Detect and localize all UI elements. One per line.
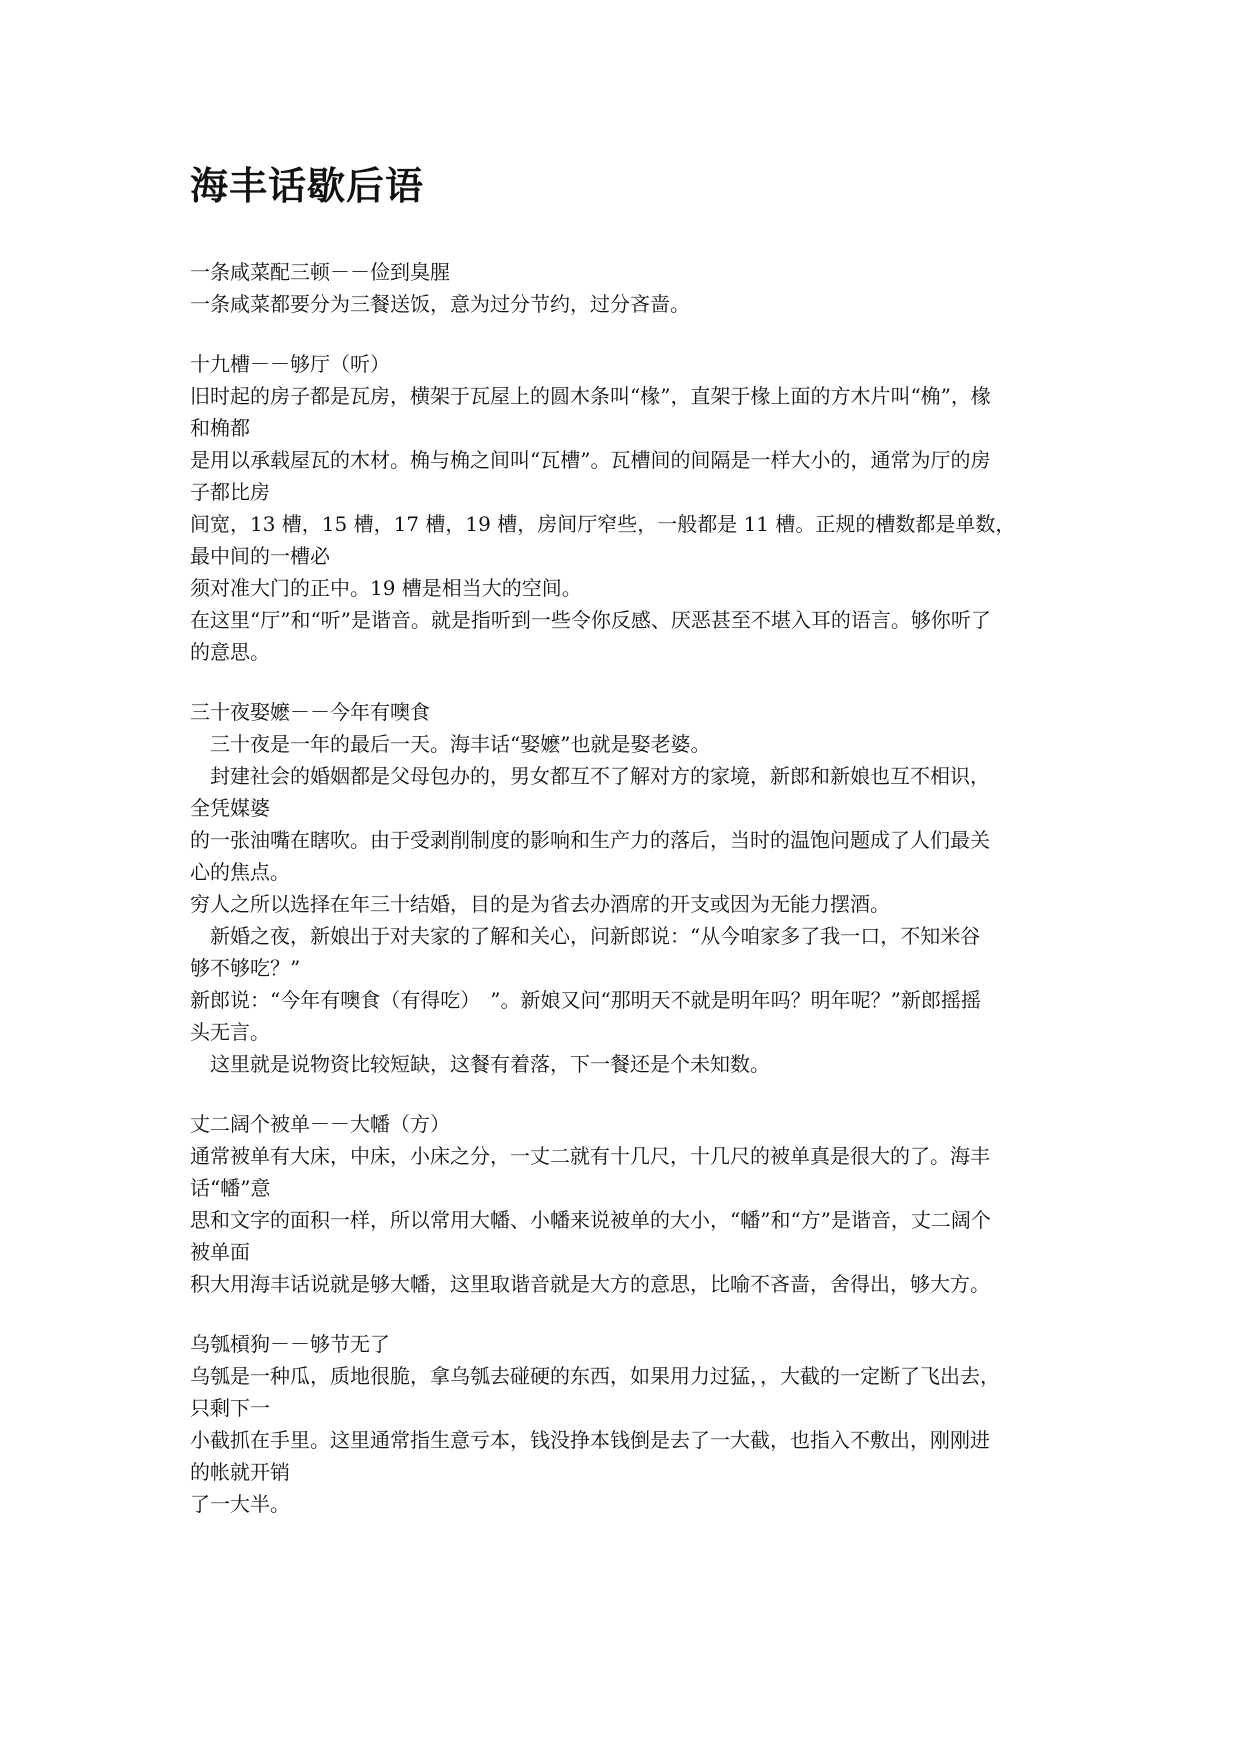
proverb-text-line: 新郎说：“今年有噢食（有得吃） ”。新娘又问“那明天不就是明年吗？明年呢？”新郎摇摇 (190, 988, 981, 1012)
proverb-entry (190, 1328, 1070, 1520)
entries-list (190, 256, 1070, 1520)
proverb-text-line: 小截抓在手里。这里通常指生意亏本，钱没挣本钱倒是去了一大截，也指入不敷出，刚刚进 (190, 1428, 990, 1452)
proverb-text-line: 了一大半。 (190, 1492, 290, 1516)
proverb-text-line: 间宽，13 槽，15 槽，17 槽，19 槽，房间厅窄些，一般都是 11 槽。正规的槽数都是单数， (190, 512, 1016, 536)
proverb-text-line: 被单面 (190, 1240, 250, 1264)
proverb-text-line: 乌瓠是一种瓜，质地很脆，拿乌瓠去碰硬的东西，如果用力过猛，，大截的一定断了飞出去， (190, 1364, 1000, 1388)
proverb-entry (190, 256, 1070, 320)
document-title: 海丰话歇后语 (190, 163, 425, 208)
proverb-text-line: 是用以承载屋瓦的木材。桷与桷之间叫“瓦槽”。瓦槽间的间隔是一样大小的，通常为厅的房 (190, 448, 991, 472)
proverb-text-line: 全凭媒婆 (190, 796, 270, 820)
proverb-heading: 三十夜娶嬷－－今年有噢食 (190, 700, 430, 724)
proverb-text-line: 这里就是说物资比较短缺，这餐有着落，下一餐还是个未知数。 (190, 1052, 770, 1076)
proverb-text-line: 最中间的一槽必 (190, 544, 330, 568)
proverb-text-line: 的帐就开销 (190, 1460, 290, 1484)
proverb-text-line: 一条咸菜都要分为三餐送饭，意为过分节约，过分吝啬。 (190, 292, 690, 316)
document-page (190, 160, 1070, 1548)
proverb-text-line: 够不够吃？” (190, 956, 301, 980)
proverb-text-line: 心的焦点。 (190, 860, 290, 884)
proverb-heading: 丈二阔个被单－－大幡（方） (190, 1112, 450, 1136)
proverb-text-line: 和桷都 (190, 416, 250, 440)
proverb-text-line: 三十夜是一年的最后一天。海丰话“娶嬷”也就是娶老婆。 (190, 732, 711, 756)
proverb-text-line: 只剩下一 (190, 1396, 270, 1420)
proverb-text-line: 的意思。 (190, 640, 270, 664)
proverb-text-line: 的一张油嘴在瞎吹。由于受剥削制度的影响和生产力的落后，当时的温饱问题成了人们最关 (190, 828, 990, 852)
proverb-entry (190, 348, 1070, 668)
proverb-heading: 乌瓠槓狗－－够节无了 (190, 1332, 390, 1356)
proverb-entry (190, 1108, 1070, 1300)
proverb-heading: 一条咸菜配三顿－－俭到臭腥 (190, 260, 450, 284)
proverb-text-line: 在这里“厅”和“听”是谐音。就是指听到一些令你反感、厌恶甚至不堪入耳的语言。够你听了 (190, 608, 991, 632)
proverb-text-line: 新婚之夜，新娘出于对夫家的了解和关心，问新郎说：“从今咱家多了我一口，不知米谷 (190, 924, 981, 948)
proverb-text-line: 话“幡”意 (190, 1176, 271, 1200)
proverb-text-line: 封建社会的婚姻都是父母包办的，男女都互不了解对方的家境，新郎和新娘也互不相识， (190, 764, 990, 788)
proverb-heading: 十九槽－－够厅（听） (190, 352, 390, 376)
proverb-text-line: 须对准大门的正中。19 槽是相当大的空间。 (190, 576, 582, 600)
proverb-text-line: 子都比房 (190, 480, 270, 504)
proverb-text-line: 通常被单有大床，中床，小床之分，一丈二就有十几尺，十几尺的被单真是很大的了。海丰 (190, 1144, 990, 1168)
proverb-text-line: 积大用海丰话说就是够大幡，这里取谐音就是大方的意思，比喻不吝啬，舍得出，够大方。 (190, 1272, 990, 1296)
proverb-entry (190, 696, 1070, 1080)
proverb-text-line: 旧时起的房子都是瓦房，横架于瓦屋上的圆木条叫“椽”，直架于椽上面的方木片叫“桷”，椽 (190, 384, 991, 408)
proverb-text-line: 穷人之所以选择在年三十结婚，目的是为省去办酒席的开支或因为无能力摆酒。 (190, 892, 890, 916)
proverb-text-line: 思和文字的面积一样，所以常用大幡、小幡来说被单的大小，“幡”和“方”是谐音，丈二阔个 (190, 1208, 991, 1232)
proverb-text-line: 头无言。 (190, 1020, 270, 1044)
